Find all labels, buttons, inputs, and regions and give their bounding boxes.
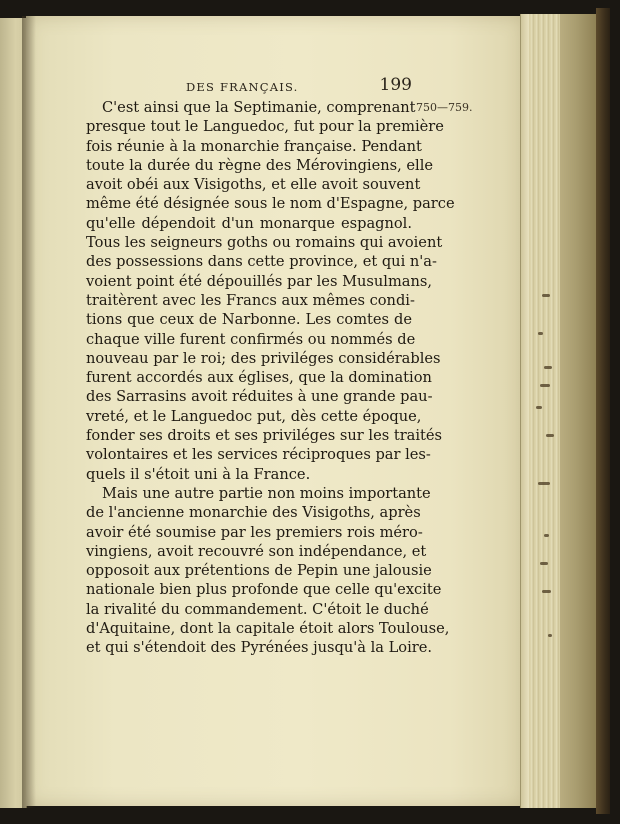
page-header (86, 75, 412, 100)
text-line: toute la durée du règne des Mérovingiens, elle (86, 156, 434, 174)
text-line: vingiens, avoit recouvré son indépendance, et (86, 542, 427, 560)
text-line: traitèrent avec les Francs aux mêmes condi- (86, 291, 415, 309)
text-line: Mais une autre partie non moins importante (102, 484, 431, 502)
text-line: d'Aquitaine, dont la capitale étoit alors Toulouse, (86, 620, 450, 638)
text-line: quels il s'étoit uni à la France. (86, 465, 311, 483)
text-line: de l'ancienne monarchie des Visigoths, après (86, 504, 421, 522)
text-line: vreté, et le Languedoc put, dès cette époque, (86, 407, 422, 425)
text-line: fonder ses droits et ses priviléges sur les traités (86, 427, 443, 445)
text-line: des possessions dans cette province, et qui n'a- (86, 253, 437, 271)
text-line: C'est ainsi que la Septimanie, comprenant (102, 99, 416, 116)
text-line: la rivalité du commandement. C'étoit le duché (86, 600, 429, 618)
text-line: nouveau par le roi; des priviléges considérables (86, 349, 441, 367)
text-line: qu'elle dépendoit d'un monarque espagnol. (86, 214, 412, 232)
running-head: DES FRANÇAIS. (186, 80, 299, 94)
book-cover-edge (596, 8, 610, 814)
text-line: voient point été dépouillés par les Musulmans, (86, 272, 433, 290)
page-edges (520, 14, 600, 808)
text-line: fois réunie à la monarchie française. Pendant (86, 137, 422, 155)
text-line: opposoit aux prétentions de Pepin une jalousie (86, 562, 432, 580)
paragraph-2 (86, 484, 450, 658)
text-line: des Sarrasins avoit réduites à une grande pau- (86, 388, 433, 406)
gutter-shadow (22, 16, 36, 808)
text-line: Tous les seigneurs goths ou romains qui avoient (86, 234, 443, 252)
text-line: presque tout le Languedoc, fut pour la première (86, 118, 444, 136)
page-number: 199 (379, 75, 412, 95)
text-line: nationale bien plus profonde que celle qu'excite (86, 581, 442, 599)
text-line: tions que ceux de Narbonne. Les comtes de (86, 311, 412, 329)
text-line: même été désignée sous le nom d'Espagne, parce (86, 195, 455, 213)
text-line: avoir été soumise par les premiers rois méro- (86, 523, 423, 541)
text-line: chaque ville furent confirmés ou nommés de (86, 330, 416, 348)
text-line: furent accordés aux églises, que la domination (86, 369, 432, 387)
text-line: et qui s'étendoit des Pyrénées jusqu'à la Loire. (86, 639, 433, 657)
text-line: volontaires et les services réciproques par les- (86, 446, 431, 464)
margin-date-note: 750—759. (416, 101, 473, 114)
text-line: avoit obéi aux Visigoths, et elle avoit souvent (86, 176, 421, 194)
